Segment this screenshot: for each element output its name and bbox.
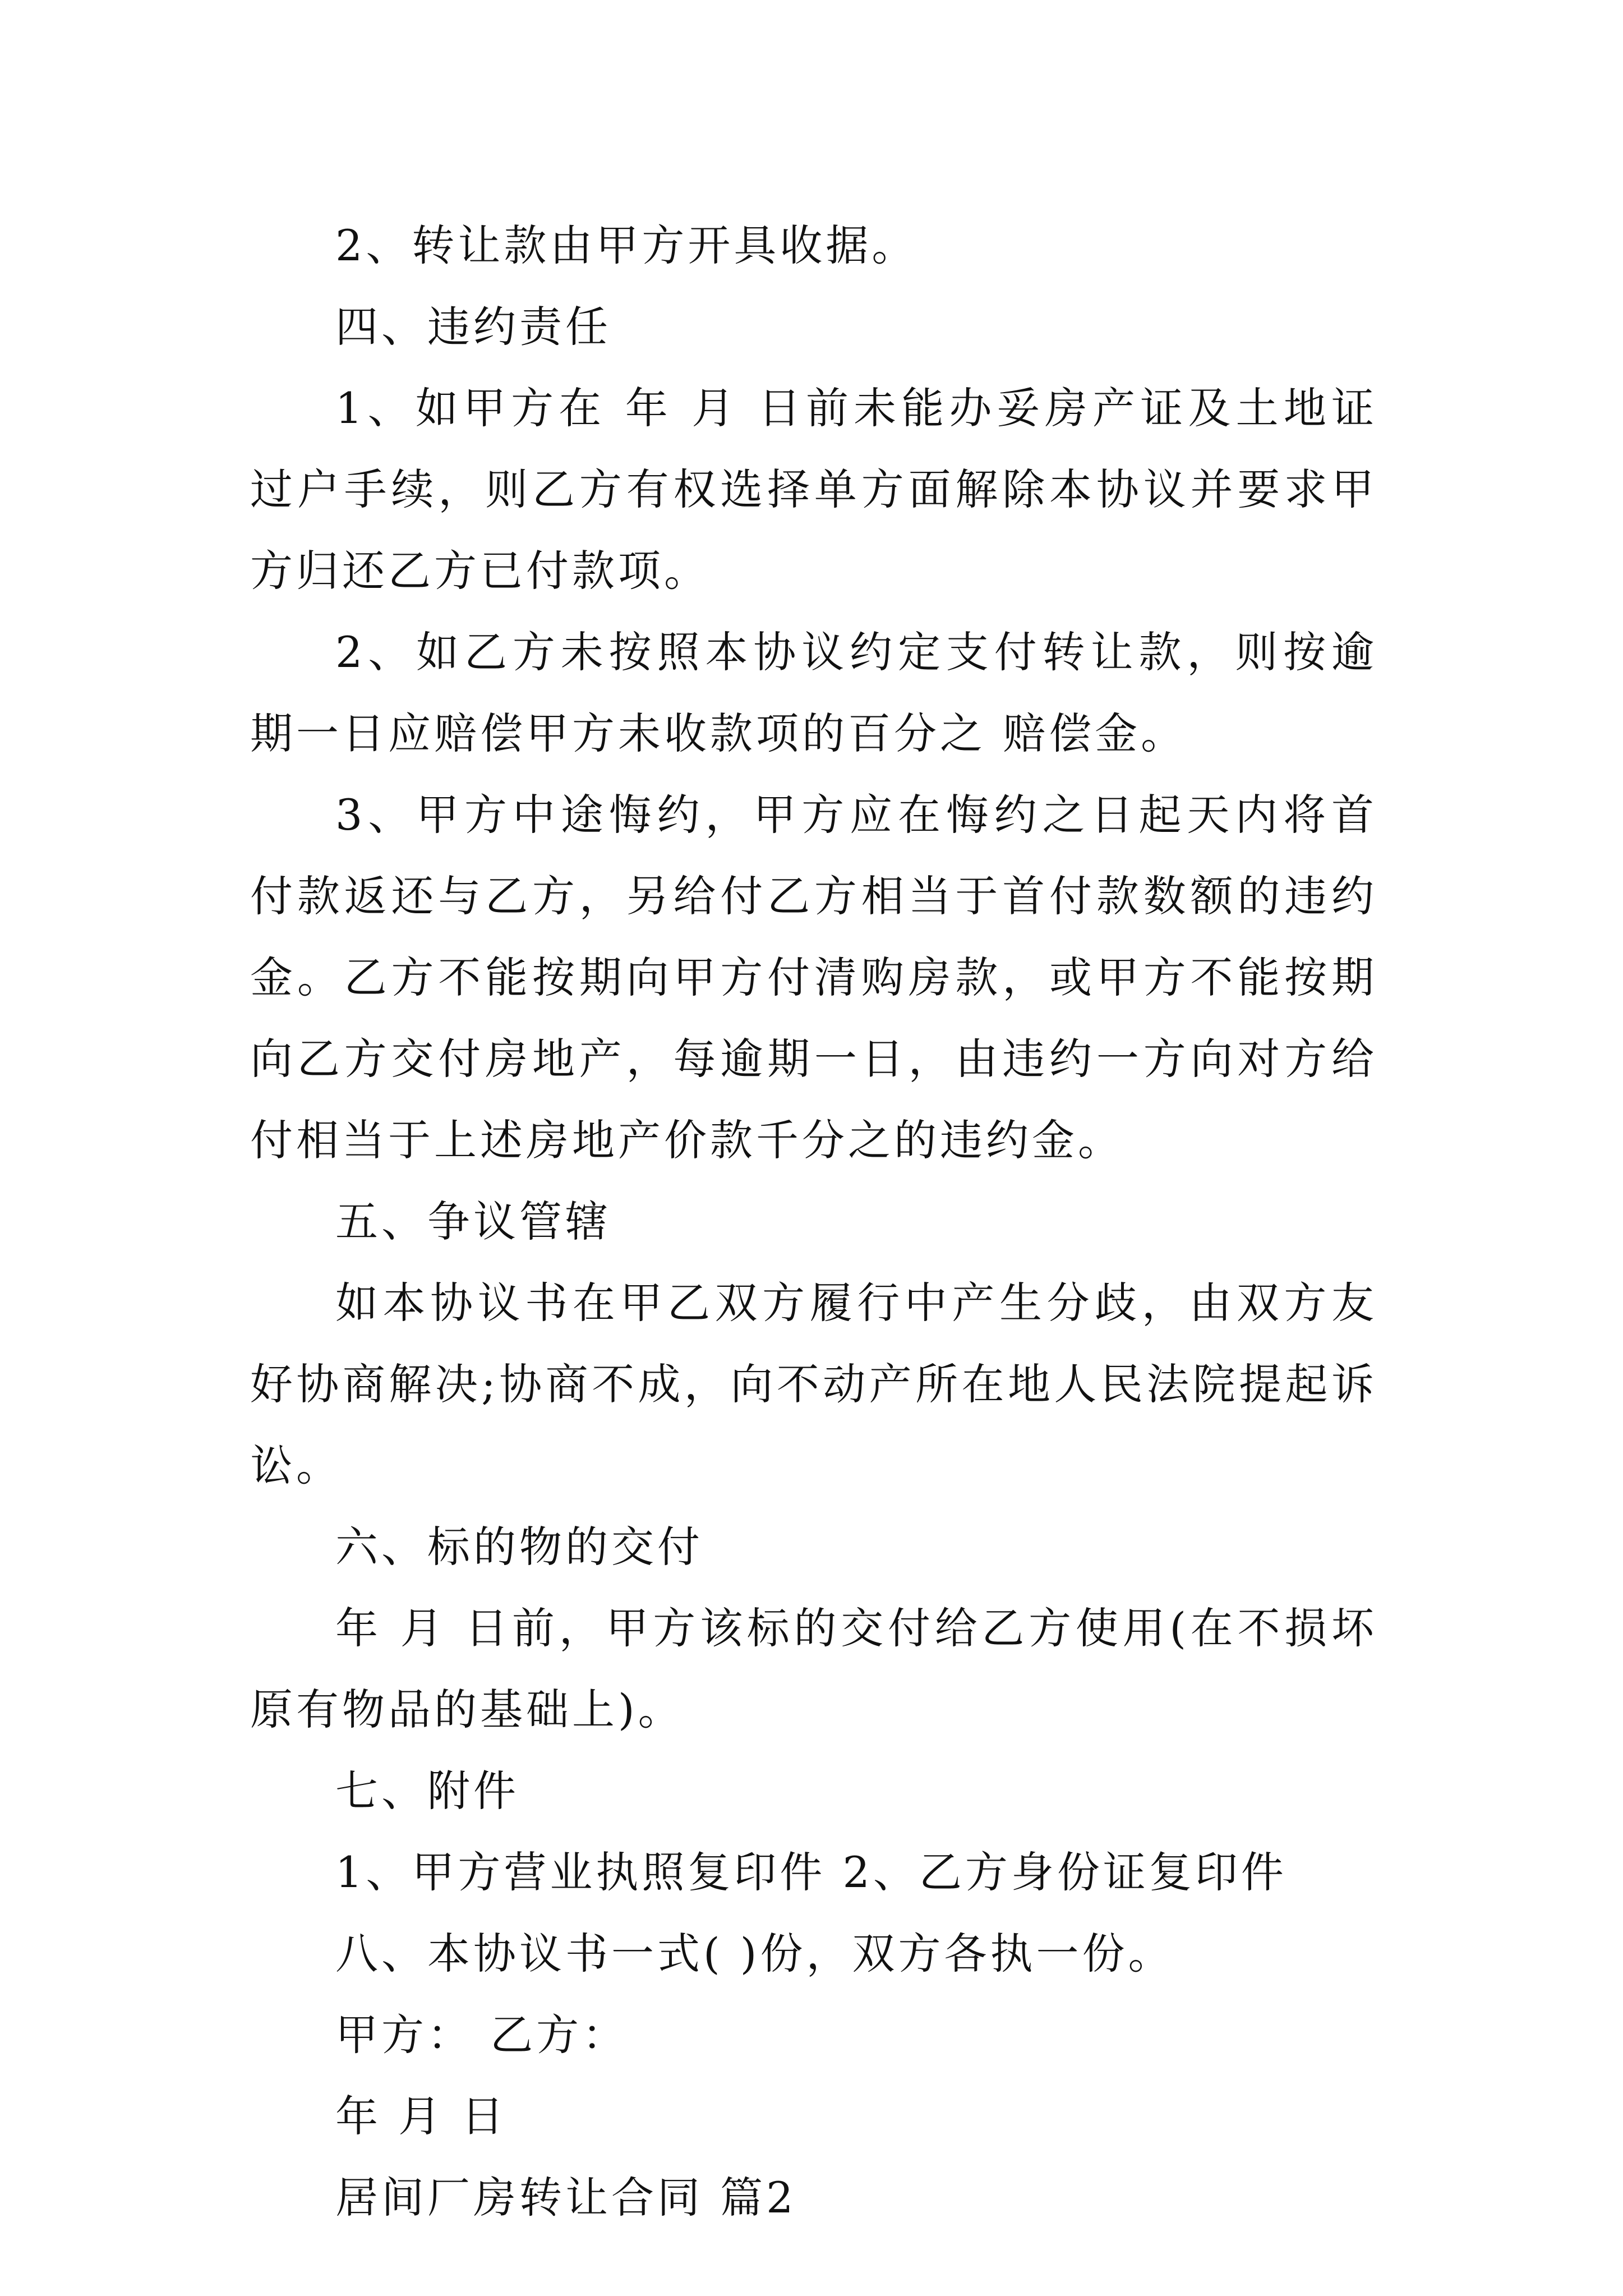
document-body — [250, 205, 1377, 2238]
paragraph-dispute-clause: 如本协议书在甲乙双方履行中产生分歧，由双方友好协商解决;协商不成，向不动产所在地人民法院提起诉讼。 — [250, 1278, 1377, 1490]
next-section-title: 居间厂房转让合同 篇2 — [335, 2173, 797, 2223]
paragraph-breach-clause-2: 2、如乙方未按照本协议约定支付转让款，则按逾期一日应赔偿甲方未收款项的百分之 赔偿金。 — [250, 627, 1377, 758]
signature-parties-line: 甲方： 乙方： — [335, 2010, 629, 2060]
paragraph-breach-clause-1: 1、如甲方在 年 月 日前未能办妥房产证及土地证过户手续，则乙方有权选择单方面解除本协议并要求甲方归还乙方已付款项。 — [250, 383, 1377, 596]
signature-date-line: 年 月 日 — [335, 2091, 508, 2141]
paragraph-receipt-clause: 2、转让款由甲方开具收据。 — [335, 220, 918, 270]
section-heading-dispute: 五、争议管辖 — [335, 1197, 611, 1246]
paragraph-attachments-list: 1、甲方营业执照复印件 2、乙方身份证复印件 — [335, 1847, 1287, 1897]
paragraph-copies-clause: 八、本协议书一式( )份，双方各执一份。 — [335, 1929, 1174, 1978]
paragraph-breach-clause-3: 3、甲方中途悔约，甲方应在悔约之日起天内将首付款返还与乙方，另给付乙方相当于首付款数额的违约金。乙方不能按期向甲方付清购房款，或甲方不能按期向乙方交付房地产，每逾期一日，由违约一方向对方给付相当于上述房地产价款千分之的违约金。 — [250, 790, 1377, 1165]
section-heading-attachments: 七、附件 — [335, 1766, 519, 1816]
paragraph-delivery-clause: 年 月 日前，甲方该标的交付给乙方使用(在不损坏原有物品的基础上)。 — [250, 1603, 1377, 1734]
section-heading-breach: 四、违约责任 — [335, 302, 611, 352]
section-heading-delivery: 六、标的物的交付 — [335, 1522, 703, 1572]
